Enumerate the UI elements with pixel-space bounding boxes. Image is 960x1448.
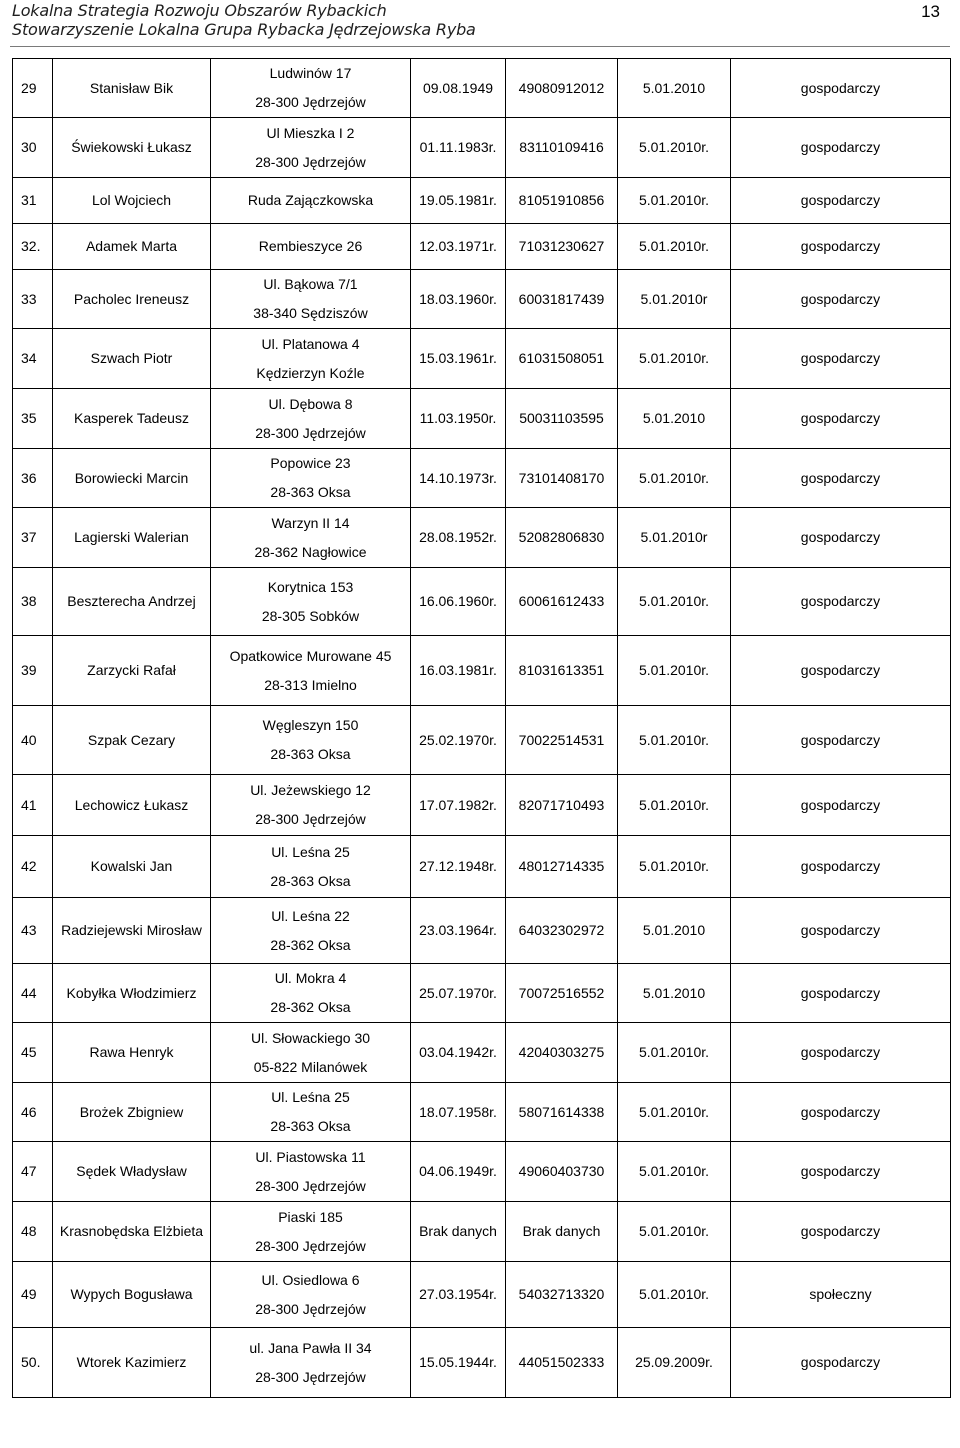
birth-date-cell: 19.05.1981r.	[411, 178, 506, 224]
address-cell	[211, 224, 411, 270]
member-name-cell: Lol Wojciech	[53, 178, 211, 224]
members-table-body	[13, 59, 951, 1398]
pesel-cell: 81051910856	[506, 178, 618, 224]
row-number-cell: 37	[13, 508, 53, 568]
address-line-2: 28-362 Oksa	[270, 936, 351, 953]
row-number-cell: 40	[13, 706, 53, 775]
address-line-1: Ul. Leśna 22	[271, 907, 350, 924]
join-date-cell: 5.01.2010r.	[618, 636, 731, 706]
address-line-2: 28-300 Jędrzejów	[255, 1177, 366, 1194]
pesel-cell: 82071710493	[506, 775, 618, 836]
row-number-cell: 31	[13, 178, 53, 224]
header-strategy-title: Lokalna Strategia Rozwoju Obszarów Rybackich	[12, 1, 387, 20]
birth-date-cell: 25.02.1970r.	[411, 706, 506, 775]
header-association-name: Stowarzyszenie Lokalna Grupa Rybacka Jędrzejowska Ryba	[12, 20, 476, 39]
join-date-cell: 5.01.2010r.	[618, 775, 731, 836]
pesel-cell: 60061612433	[506, 568, 618, 636]
address-line-2: 28-300 Jędrzejów	[255, 1368, 366, 1385]
row-number-cell: 34	[13, 329, 53, 389]
address-cell	[211, 1202, 411, 1262]
address-line-2: Kędzierzyn Koźle	[256, 364, 365, 381]
sector-cell: gospodarczy	[731, 775, 951, 836]
join-date-cell: 5.01.2010r.	[618, 224, 731, 270]
table-row	[13, 568, 951, 636]
address-line-1: Ul. Leśna 25	[271, 1089, 350, 1105]
address-line-2: 28-363 Oksa	[270, 746, 351, 762]
sector-cell: gospodarczy	[731, 508, 951, 568]
join-date-cell: 5.01.2010r.	[618, 178, 731, 224]
address-line-1: ul. Jana Pawła II 34	[249, 1339, 372, 1356]
address-line-2: 28-305 Sobków	[261, 607, 360, 624]
member-name-cell: Brożek Zbigniew	[53, 1083, 211, 1142]
address-line-2: 28-300 Jędrzejów	[255, 153, 366, 170]
sector-cell: gospodarczy	[731, 1142, 951, 1202]
address-cell	[211, 636, 411, 706]
join-date-cell: 5.01.2010	[618, 898, 731, 964]
address-line-1: Ul. Mokra 4	[274, 970, 347, 986]
birth-date-cell: 09.08.1949	[411, 59, 506, 118]
address-cell	[211, 1142, 411, 1202]
join-date-cell: 5.01.2010r.	[618, 329, 731, 389]
sector-cell: gospodarczy	[731, 449, 951, 508]
row-number-cell: 44	[13, 964, 53, 1023]
row-number-cell: 33	[13, 270, 53, 329]
pesel-cell: 42040303275	[506, 1023, 618, 1083]
address-line-1: Piaski 185	[278, 1208, 343, 1225]
pesel-cell: 60031817439	[506, 270, 618, 329]
birth-date-cell: 15.03.1961r.	[411, 329, 506, 389]
member-name-cell: Zarzycki Rafał	[53, 636, 211, 706]
member-name-cell: Kowalski Jan	[53, 836, 211, 898]
member-name-cell: Lagierski Walerian	[53, 508, 211, 568]
address-line-1: Ul. Bąkowa 7/1	[263, 276, 358, 292]
join-date-cell: 5.01.2010r.	[618, 118, 731, 178]
join-date-cell: 5.01.2010	[618, 964, 731, 1023]
row-number-cell: 42	[13, 836, 53, 898]
join-date-cell: 25.09.2009r.	[618, 1328, 731, 1398]
birth-date-cell: 12.03.1971r.	[411, 224, 506, 270]
address-cell	[211, 389, 411, 449]
member-name-cell: Borowiecki Marcin	[53, 449, 211, 508]
pesel-cell: 54032713320	[506, 1262, 618, 1328]
pesel-cell: 44051502333	[506, 1328, 618, 1398]
page-number: 13	[921, 2, 940, 21]
join-date-cell: 5.01.2010	[618, 389, 731, 449]
table-row	[13, 59, 951, 118]
join-date-cell: 5.01.2010	[618, 59, 731, 118]
birth-date-cell: 23.03.1964r.	[411, 898, 506, 964]
pesel-cell: 64032302972	[506, 898, 618, 964]
table-row	[13, 389, 951, 449]
join-date-cell: 5.01.2010r.	[618, 1023, 731, 1083]
row-number-cell: 45	[13, 1023, 53, 1083]
pesel-cell: 52082806830	[506, 508, 618, 568]
table-row	[13, 1262, 951, 1328]
pesel-cell: 61031508051	[506, 329, 618, 389]
pesel-cell: 70022514531	[506, 706, 618, 775]
address-line-1: Opatkowice Murowane 45	[229, 647, 392, 664]
member-name-cell: Pacholec Ireneusz	[53, 270, 211, 329]
address-line-1: Ul Mieszka I 2	[266, 124, 355, 141]
birth-date-cell: 03.04.1942r.	[411, 1023, 506, 1083]
address-line-1: Ul. Platanowa 4	[261, 335, 360, 352]
address-line-2: 28-363 Oksa	[270, 872, 351, 889]
birth-date-cell: 18.07.1958r.	[411, 1083, 506, 1142]
pesel-cell: 81031613351	[506, 636, 618, 706]
birth-date-cell: 14.10.1973r.	[411, 449, 506, 508]
row-number-cell: 43	[13, 898, 53, 964]
table-row	[13, 508, 951, 568]
address-cell	[211, 1083, 411, 1142]
members-table	[12, 58, 951, 1398]
table-row	[13, 836, 951, 898]
address-line-1: Ul. Leśna 25	[271, 843, 350, 860]
pesel-cell: 70072516552	[506, 964, 618, 1023]
sector-cell: gospodarczy	[731, 964, 951, 1023]
address-line-2: 28-363 Oksa	[270, 484, 351, 500]
birth-date-cell: 28.08.1952r.	[411, 508, 506, 568]
address-line-1: Ul. Jeżewskiego 12	[250, 782, 371, 798]
address-line-2: 28-300 Jędrzejów	[255, 1300, 366, 1317]
row-number-cell: 39	[13, 636, 53, 706]
join-date-cell: 5.01.2010r.	[618, 1262, 731, 1328]
row-number-cell: 47	[13, 1142, 53, 1202]
pesel-cell: 49080912012	[506, 59, 618, 118]
table-row	[13, 964, 951, 1023]
address-cell	[211, 898, 411, 964]
row-number-cell: 48	[13, 1202, 53, 1262]
address-cell	[211, 836, 411, 898]
sector-cell: gospodarczy	[731, 1083, 951, 1142]
sector-cell: gospodarczy	[731, 1202, 951, 1262]
address-cell	[211, 59, 411, 118]
address-line-2: 28-362 Oksa	[270, 999, 351, 1015]
address-line-2: 28-300 Jędrzejów	[255, 1237, 366, 1254]
member-name-cell: Stanisław Bik	[53, 59, 211, 118]
table-row	[13, 898, 951, 964]
member-name-cell: Beszterecha Andrzej	[53, 568, 211, 636]
birth-date-cell: 17.07.1982r.	[411, 775, 506, 836]
sector-cell: gospodarczy	[731, 270, 951, 329]
address-line-1: Ludwinów 17	[269, 65, 352, 81]
address-line-2: 28-313 Imielno	[264, 676, 357, 693]
birth-date-cell: 27.03.1954r.	[411, 1262, 506, 1328]
address-line-1: Ruda Zajączkowska	[247, 192, 374, 208]
address-cell	[211, 1328, 411, 1398]
row-number-cell: 41	[13, 775, 53, 836]
address-cell	[211, 568, 411, 636]
sector-cell: gospodarczy	[731, 59, 951, 118]
address-line-2: 28-362 Nagłowice	[254, 543, 367, 560]
sector-cell: gospodarczy	[731, 178, 951, 224]
address-line-2: 28-300 Jędrzejów	[255, 424, 366, 441]
join-date-cell: 5.01.2010r.	[618, 1142, 731, 1202]
address-cell	[211, 1262, 411, 1328]
row-number-cell: 38	[13, 568, 53, 636]
table-row	[13, 1083, 951, 1142]
birth-date-cell: 15.05.1944r.	[411, 1328, 506, 1398]
sector-cell: gospodarczy	[731, 568, 951, 636]
row-number-cell: 29	[13, 59, 53, 118]
join-date-cell: 5.01.2010r.	[618, 1202, 731, 1262]
address-line-2: 28-363 Oksa	[270, 1118, 351, 1134]
sector-cell: gospodarczy	[731, 1023, 951, 1083]
sector-cell: gospodarczy	[731, 706, 951, 775]
member-name-cell: Świekowski Łukasz	[53, 118, 211, 178]
sector-cell: gospodarczy	[731, 1328, 951, 1398]
sector-cell: gospodarczy	[731, 224, 951, 270]
birth-date-cell: 01.11.1983r.	[411, 118, 506, 178]
birth-date-cell: 11.03.1950r.	[411, 389, 506, 449]
table-row	[13, 224, 951, 270]
member-name-cell: Krasnobędska Elżbieta	[53, 1202, 211, 1262]
address-line-1: Ul. Słowackiego 30	[250, 1029, 371, 1046]
address-line-1: Rembieszyce 26	[258, 238, 363, 254]
member-name-cell: Szpak Cezary	[53, 706, 211, 775]
join-date-cell: 5.01.2010r.	[618, 836, 731, 898]
address-cell	[211, 775, 411, 836]
table-row	[13, 1142, 951, 1202]
page-header	[12, 0, 952, 44]
address-cell	[211, 329, 411, 389]
member-name-cell: Radziejewski Mirosław	[53, 898, 211, 964]
address-line-2: 38-340 Sędziszów	[253, 305, 368, 321]
row-number-cell: 35	[13, 389, 53, 449]
pesel-cell: 83110109416	[506, 118, 618, 178]
birth-date-cell: 16.03.1981r.	[411, 636, 506, 706]
pesel-cell: 48012714335	[506, 836, 618, 898]
birth-date-cell: 18.03.1960r.	[411, 270, 506, 329]
table-row	[13, 118, 951, 178]
table-row	[13, 329, 951, 389]
join-date-cell: 5.01.2010r.	[618, 1083, 731, 1142]
address-cell	[211, 706, 411, 775]
table-row	[13, 178, 951, 224]
address-line-1: Korytnica 153	[267, 578, 354, 595]
address-cell	[211, 270, 411, 329]
pesel-cell: 71031230627	[506, 224, 618, 270]
sector-cell: gospodarczy	[731, 836, 951, 898]
member-name-cell: Kobyłka Włodzimierz	[53, 964, 211, 1023]
row-number-cell: 32.	[13, 224, 53, 270]
pesel-cell: 73101408170	[506, 449, 618, 508]
address-line-1: Ul. Dębowa 8	[268, 395, 353, 412]
sector-cell: gospodarczy	[731, 636, 951, 706]
join-date-cell: 5.01.2010r.	[618, 449, 731, 508]
pesel-cell: Brak danych	[506, 1202, 618, 1262]
row-number-cell: 50.	[13, 1328, 53, 1398]
sector-cell: gospodarczy	[731, 898, 951, 964]
member-name-cell: Wtorek Kazimierz	[53, 1328, 211, 1398]
row-number-cell: 30	[13, 118, 53, 178]
member-name-cell: Szwach Piotr	[53, 329, 211, 389]
address-line-2: 28-300 Jędrzejów	[255, 811, 366, 827]
table-row	[13, 1202, 951, 1262]
pesel-cell: 49060403730	[506, 1142, 618, 1202]
table-row	[13, 706, 951, 775]
address-line-1: Popowice 23	[270, 455, 351, 471]
sector-cell: gospodarczy	[731, 329, 951, 389]
member-name-cell: Sędek Władysław	[53, 1142, 211, 1202]
address-line-1: Węgleszyn 150	[262, 717, 359, 733]
pesel-cell: 50031103595	[506, 389, 618, 449]
address-line-1: Ul. Osiedlowa 6	[261, 1271, 360, 1288]
sector-cell: gospodarczy	[731, 389, 951, 449]
birth-date-cell: 04.06.1949r.	[411, 1142, 506, 1202]
birth-date-cell: 27.12.1948r.	[411, 836, 506, 898]
table-row	[13, 449, 951, 508]
pesel-cell: 58071614338	[506, 1083, 618, 1142]
birth-date-cell: Brak danych	[411, 1202, 506, 1262]
member-name-cell: Adamek Marta	[53, 224, 211, 270]
member-name-cell: Rawa Henryk	[53, 1023, 211, 1083]
address-cell	[211, 1023, 411, 1083]
row-number-cell: 46	[13, 1083, 53, 1142]
join-date-cell: 5.01.2010r	[618, 270, 731, 329]
address-cell	[211, 508, 411, 568]
member-name-cell: Kasperek Tadeusz	[53, 389, 211, 449]
header-divider	[10, 46, 950, 47]
join-date-cell: 5.01.2010r	[618, 508, 731, 568]
address-line-1: Ul. Piastowska 11	[255, 1148, 366, 1165]
address-line-1: Warzyn II 14	[271, 514, 350, 531]
table-row	[13, 636, 951, 706]
address-line-2: 28-300 Jędrzejów	[255, 94, 366, 110]
table-row	[13, 1023, 951, 1083]
sector-cell: społeczny	[731, 1262, 951, 1328]
sector-cell: gospodarczy	[731, 118, 951, 178]
address-line-2: 05-822 Milanówek	[253, 1058, 368, 1075]
join-date-cell: 5.01.2010r.	[618, 568, 731, 636]
table-row	[13, 270, 951, 329]
birth-date-cell: 16.06.1960r.	[411, 568, 506, 636]
address-cell	[211, 449, 411, 508]
address-cell	[211, 964, 411, 1023]
member-name-cell: Lechowicz Łukasz	[53, 775, 211, 836]
table-row	[13, 1328, 951, 1398]
birth-date-cell: 25.07.1970r.	[411, 964, 506, 1023]
table-row	[13, 775, 951, 836]
join-date-cell: 5.01.2010r.	[618, 706, 731, 775]
row-number-cell: 49	[13, 1262, 53, 1328]
row-number-cell: 36	[13, 449, 53, 508]
address-cell	[211, 178, 411, 224]
address-cell	[211, 118, 411, 178]
member-name-cell: Wypych Bogusława	[53, 1262, 211, 1328]
